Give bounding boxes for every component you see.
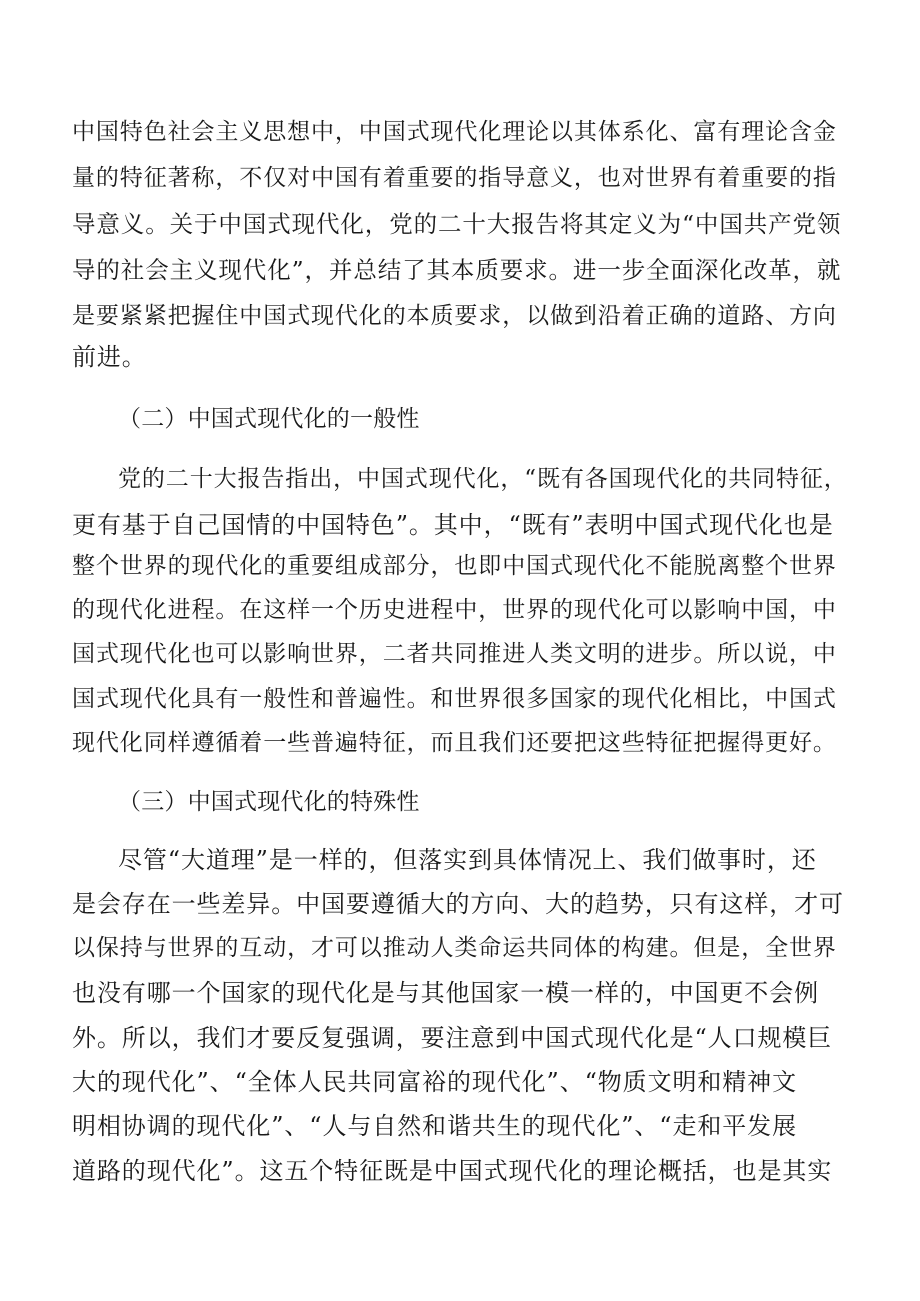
paragraph-line: 也没有哪一个国家的现代化是与其他国家一模一样的，中国更不会例 — [72, 979, 819, 1007]
paragraph-line: 更有基于自己国情的中国特色”。其中，“既有”表明中国式现代化也是 — [72, 511, 834, 539]
paragraph-line: 党的二十大报告指出，中国式现代化，“既有各国现代化的共同特征， — [118, 466, 848, 492]
paragraph-line: 的现代化进程。在这样一个历史进程中，世界的现代化可以影响中国，中 — [72, 597, 837, 623]
paragraph-line: 导意义。关于中国式现代化，党的二十大报告将其定义为“中国共产党领 — [72, 210, 842, 238]
paragraph-line: 大的现代化”、“全体人民共同富裕的现代化”、“物质文明和精神文 — [72, 1068, 797, 1096]
section-heading-2: （二）中国式现代化的一般性 — [118, 406, 420, 432]
paragraph-line: 是会存在一些差异。中国要遵循大的方向、大的趋势，只有这样，才可 — [72, 890, 844, 918]
paragraph-line: 外。所以，我们才要反复强调，要注意到中国式现代化是“人口规模巨 — [72, 1024, 833, 1052]
paragraph-line: 国式现代化也可以影响世界，二者共同推进人类文明的进步。所以说，中 — [72, 641, 837, 667]
paragraph-line: 整个世界的现代化的重要组成部分，也即中国式现代化不能脱离整个世界 — [72, 553, 837, 579]
paragraph-line: 国式现代化具有一般性和普遍性。和世界很多国家的现代化相比，中国式 — [72, 686, 837, 712]
paragraph-line: 量的特征著称，不仅对中国有着重要的指导意义，也对世界有着重要的指 — [72, 165, 837, 191]
paragraph-line: 明相协调的现代化”、“人与自然和谐共生的现代化”、“走和平发展 — [72, 1112, 797, 1140]
paragraph-line: 是要紧紧把握住中国式现代化的本质要求，以做到沿着正确的道路、方向 — [72, 303, 837, 329]
paragraph-line: 道路的现代化”。这五个特征既是中国式现代化的理论概括，也是其实 — [72, 1157, 833, 1185]
section-heading-3: （三）中国式现代化的特殊性 — [118, 789, 420, 815]
paragraph-line: 尽管“大道理”是一样的，但落实到具体情况上、我们做事时，还 — [118, 846, 817, 874]
paragraph-line: 前进。 — [72, 343, 147, 371]
paragraph-line: 导的社会主义现代化”，并总结了其本质要求。进一步全面深化改革，就 — [72, 256, 842, 284]
paragraph-line: 以保持与世界的互动，才可以推动人类命运共同体的构建。但是，全世界 — [72, 935, 837, 961]
paragraph-line: 中国特色社会主义思想中，中国式现代化理论以其体系化、富有理论含金 — [72, 119, 837, 145]
paragraph-line: 现代化同样遵循着一些普遍特征，而且我们还要把这些特征把握得更好。 — [72, 730, 837, 756]
